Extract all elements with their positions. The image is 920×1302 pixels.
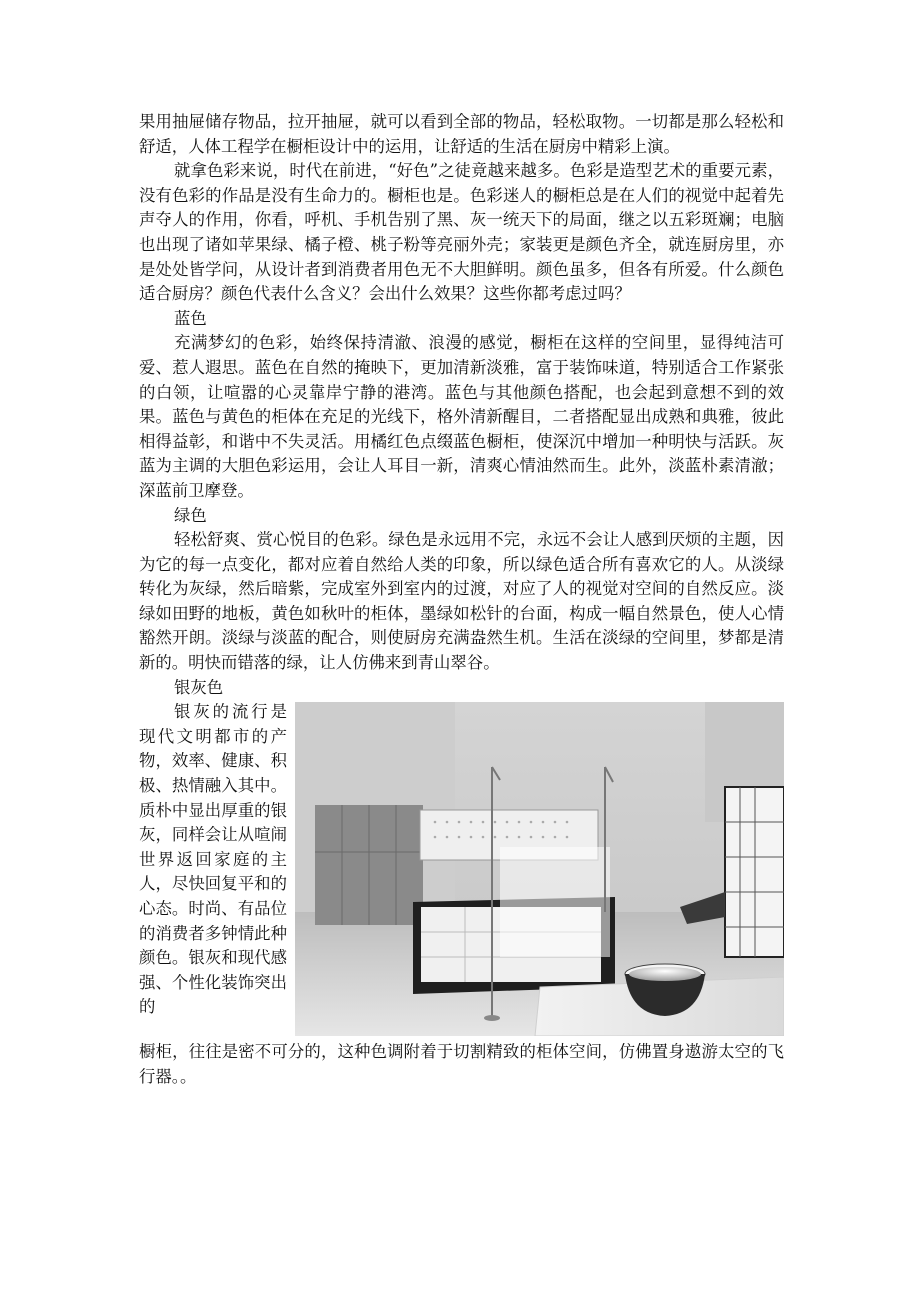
document-page (139, 110, 784, 1089)
paragraph-green: 轻松舒爽、赏心悦目的色彩。绿色是永远用不完，永远不会让人感到厌烦的主题，因为它的每一点变化，都对应着自然给人类的印象，所以绿色适合所有喜欢它的人。从淡绿转化为灰绿，然后暗紫，完成室外到室内的过渡，对应了人的视觉对空间的自然反应。淡绿如田野的地板，黄色如秋叶的柜体，墨绿如松针的台面，构成一幅自然景色，使人心情豁然开朗。淡绿与淡蓝的配合，则使厨房充满盎然生机。生活在淡绿的空间里，梦都是清新的。明快而错落的绿，让人仿佛来到青山翠谷。 (139, 530, 784, 673)
kitchen-photo (295, 702, 784, 1036)
paragraph-silver-tail: 橱柜，往往是密不可分的，这种色调附着于切割精致的柜体空间，仿佛置身遨游太空的飞行器。。 (139, 1042, 784, 1086)
silver-section (139, 700, 784, 1040)
paragraph-color-overview: 就拿色彩来说，时代在前进，“好色”之徒竟越来越多。色彩是造型艺术的重要元素，没有色彩的作品是没有生命力的。橱柜也是。色彩迷人的橱柜总是在人们的视觉中起着先声夺人的作用，你看，呼机、手机告别了黑、灰一统天下的局面，继之以五彩斑斓；电脑也出现了诸如苹果绿、橘子橙、桃子粉等亮丽外壳；家装更是颜色齐全，就连厨房里，亦是处处皆学问，从设计者到消费者用色无不大胆鲜明。颜色虽多，但各有所爱。什么颜色适合厨房？颜色代表什么含义？会出什么效果？这些你都考虑过吗？ (139, 161, 784, 304)
paragraph-intro: 果用抽屉储存物品，拉开抽屉，就可以看到全部的物品，轻松取物。一切都是那么轻松和舒适，人体工程学在橱柜设计中的运用，让舒适的生活在厨房中精彩上演。 (139, 112, 784, 156)
paragraph-silver: 银灰的流行是现代文明都市的产物，效率、健康、积极、热情融入其中。质朴中显出厚重的银灰，同样会让从喧闹世界返回家庭的主人，尽快回复平和的心态。时尚、有品位的消费者多钟情此种颜色。银灰和现代感强、个性化装饰突出的 (139, 702, 287, 1017)
heading-blue: 蓝色 (174, 308, 207, 328)
heading-silver: 银灰色 (174, 677, 224, 697)
paragraph-blue: 充满梦幻的色彩，始终保持清澈、浪漫的感觉，橱柜在这样的空间里，显得纯洁可爱、惹人遐思。蓝色在自然的掩映下，更加清新淡雅，富于装饰味道，特别适合工作紧张的白领，让喧嚣的心灵靠岸宁静的港湾。蓝色与其他颜色搭配，也会起到意想不到的效果。蓝色与黄色的柜体在充足的光线下，格外清新醒目，二者搭配显出成熟和典雅，彼此相得益彰，和谐中不失灵活。用橘红色点缀蓝色橱柜，使深沉中增加一种明快与活跃。灰蓝为主调的大胆色彩运用，会让人耳目一新，清爽心情油然而生。此外，淡蓝朴素清澈；深蓝前卫摩登。 (139, 333, 784, 500)
heading-green: 绿色 (174, 505, 207, 525)
